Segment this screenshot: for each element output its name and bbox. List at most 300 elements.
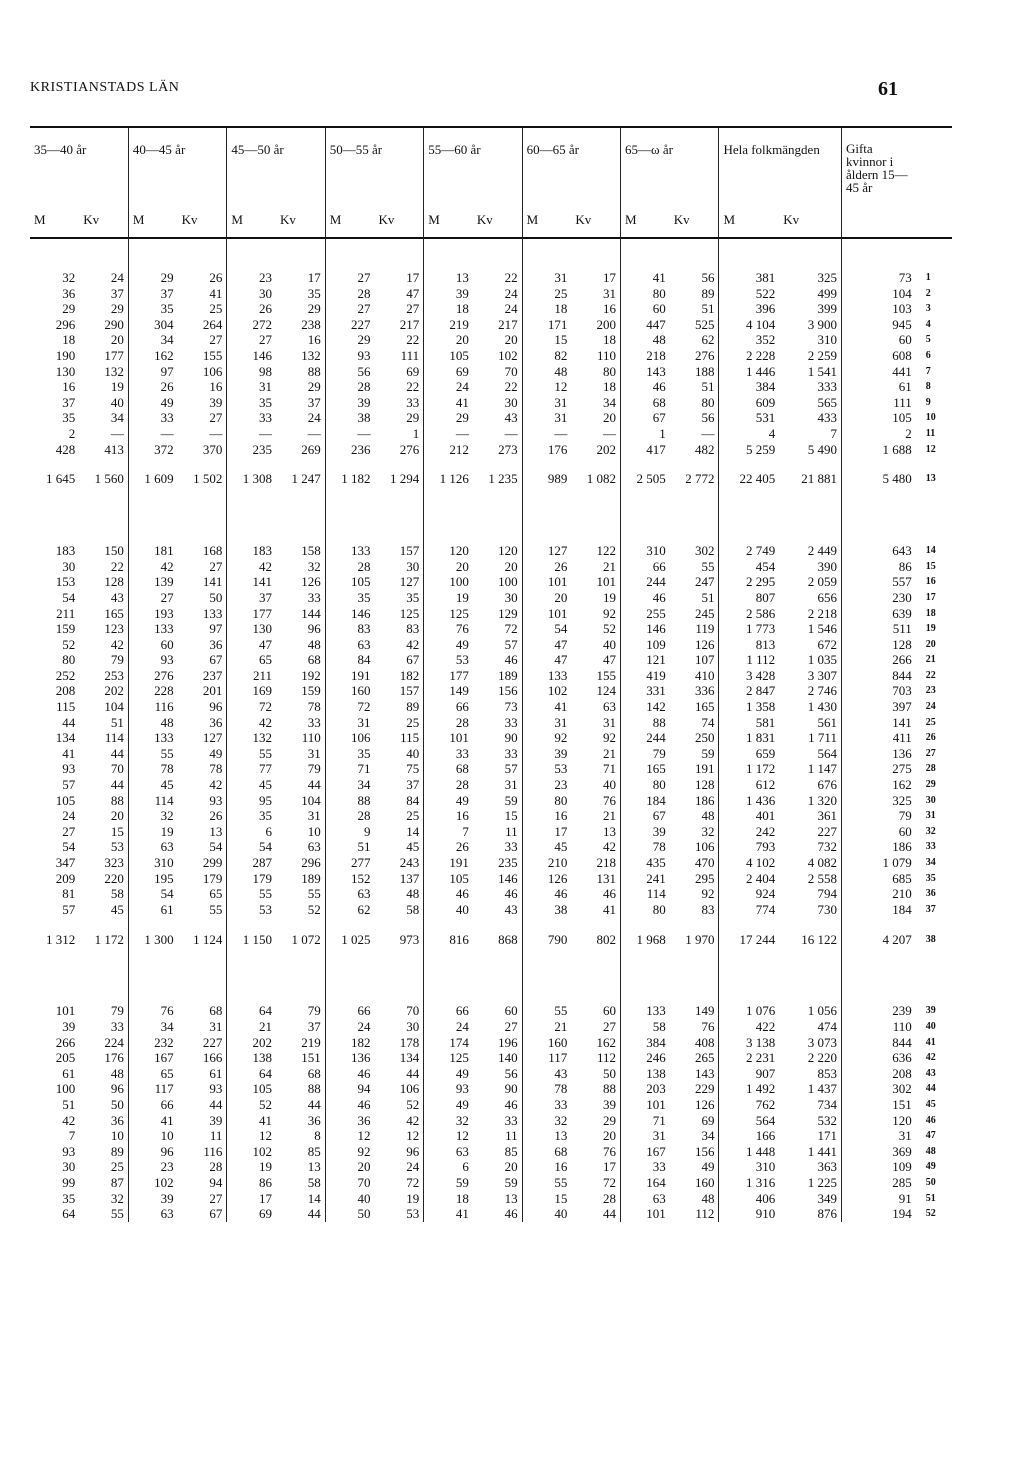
- table-cell: 29: [571, 1113, 620, 1129]
- table-cell: 79: [276, 1003, 325, 1019]
- table-cell: 370: [178, 442, 227, 458]
- table-row: [30, 332, 952, 348]
- table-cell: 93: [178, 1081, 227, 1097]
- table-cell: 89: [670, 286, 719, 302]
- table-cell: 30: [259, 285, 273, 301]
- table-cell: 160: [547, 1034, 568, 1050]
- table-cell: 10: [79, 1128, 128, 1144]
- table-cell: 66: [455, 699, 469, 715]
- table-cell: 84: [374, 793, 423, 809]
- table-cell: 20: [455, 558, 469, 574]
- table-cell: 1 235: [473, 457, 522, 491]
- table-cell: 63: [455, 1143, 469, 1159]
- table-cell: 27: [178, 332, 227, 348]
- table-cell: 68: [554, 1143, 568, 1159]
- table-cell: 186: [670, 793, 719, 809]
- table-cell: 347: [55, 855, 76, 870]
- table-row: [30, 699, 952, 715]
- table-cell: 33: [473, 715, 522, 731]
- table-cell: 39: [554, 745, 568, 761]
- table-cell: 68: [276, 1066, 325, 1082]
- table-row: [30, 1003, 952, 1019]
- table-cell: 363: [779, 1159, 841, 1175]
- table-cell: 26: [178, 270, 227, 286]
- table-cell: 41: [455, 394, 469, 410]
- table-cell: 33: [374, 395, 423, 411]
- table-cell: 417: [646, 441, 666, 457]
- table-row: [30, 559, 952, 575]
- table-cell: 80: [62, 652, 76, 668]
- table-cell: 730: [779, 902, 841, 918]
- table-cell: 80: [652, 777, 666, 793]
- table-cell: 41: [571, 902, 620, 918]
- table-cell: 3 138: [745, 1034, 776, 1050]
- table-cell: 21 881: [779, 457, 841, 491]
- table-cell: 96: [178, 699, 227, 715]
- table-cell: 55: [259, 745, 273, 761]
- table-cell: 34: [571, 395, 620, 411]
- table-cell: 26: [455, 839, 469, 855]
- table-cell: 65: [259, 652, 273, 668]
- table-cell: 52: [62, 636, 76, 652]
- table-cell: 23: [259, 270, 273, 285]
- table-cell: 45: [554, 839, 568, 855]
- table-cell: 4 104: [745, 316, 776, 332]
- table-cell: 55: [178, 902, 227, 918]
- table-cell: 807: [755, 589, 776, 605]
- table-cell: 46: [473, 652, 522, 668]
- table-cell: 41: [652, 270, 666, 285]
- table-cell: 116: [154, 699, 174, 715]
- table-cell: 138: [646, 1065, 666, 1081]
- table-cell: 246: [646, 1050, 666, 1066]
- table-cell: 29: [276, 379, 325, 395]
- table-cell: 33: [473, 746, 522, 762]
- table-cell: 42: [160, 558, 174, 574]
- table-cell: 18: [554, 301, 568, 317]
- table-cell: 164: [646, 1174, 666, 1190]
- table-cell: 32: [670, 824, 719, 840]
- table-cell: 31: [554, 714, 568, 730]
- table-cell: 208: [892, 1065, 912, 1081]
- table-cell: 70: [473, 364, 522, 380]
- table-cell: 13: [178, 824, 227, 840]
- table-cell: 165: [670, 699, 719, 715]
- table-cell: 228: [154, 683, 174, 699]
- table-cell: 211: [253, 667, 273, 683]
- table-cell: 39: [652, 823, 666, 839]
- table-cell: 28: [455, 714, 469, 730]
- row-number: 35: [925, 872, 936, 884]
- table-cell: 106: [670, 839, 719, 855]
- row-number: 34: [925, 857, 936, 868]
- table-cell: 50: [79, 1097, 128, 1113]
- table-cell: 60: [652, 301, 666, 317]
- table-cell: 55: [160, 745, 174, 761]
- table-cell: 133: [178, 606, 227, 622]
- table-cell: 112: [571, 1050, 620, 1066]
- table-cell: 104: [892, 285, 912, 301]
- table-cell: 26: [554, 558, 568, 574]
- table-row: [30, 270, 952, 286]
- table-cell: 1 308: [242, 471, 273, 487]
- table-cell: 255: [646, 605, 666, 621]
- table-row: [30, 379, 952, 395]
- table-cell: 184: [646, 792, 666, 808]
- table-cell: 94: [357, 1081, 371, 1097]
- table-cell: 53: [259, 901, 273, 917]
- table-cell: 235: [473, 855, 522, 871]
- table-cell: 20: [455, 332, 469, 348]
- sub-header-kv: Kv: [374, 192, 423, 270]
- table-cell: 115: [374, 730, 423, 746]
- table-cell: 156: [473, 683, 522, 699]
- row-number: 22: [925, 669, 936, 681]
- table-cell: 3 900: [779, 317, 841, 333]
- table-cell: 422: [755, 1018, 776, 1034]
- table-cell: 127: [178, 730, 227, 746]
- table-cell: 106: [374, 1081, 423, 1097]
- table-cell: 325: [892, 792, 912, 808]
- table-cell: 104: [276, 793, 325, 809]
- table-cell: 137: [374, 871, 423, 887]
- row-number: 16: [925, 576, 936, 588]
- table-cell: 92: [571, 730, 620, 746]
- table-cell: 237: [178, 668, 227, 684]
- table-cell: 11: [473, 824, 522, 840]
- row-number: 31: [925, 810, 936, 822]
- table-cell: 166: [755, 1128, 776, 1144]
- table-cell: 27: [160, 589, 174, 605]
- table-cell: 33: [79, 1019, 128, 1035]
- table-cell: 68: [652, 394, 666, 410]
- row-number: 8: [925, 381, 931, 393]
- table-cell: 1 645: [45, 471, 76, 487]
- column-group-header: 60—65 år: [522, 128, 620, 192]
- table-cell: 93: [62, 1143, 76, 1159]
- table-cell: 33: [473, 839, 522, 855]
- table-cell: 25: [374, 808, 423, 824]
- table-cell: 128: [892, 636, 912, 652]
- table-cell: 2: [68, 425, 76, 441]
- table-cell: 31: [178, 1019, 227, 1035]
- table-cell: 110: [892, 1018, 912, 1034]
- table-cell: 80: [652, 901, 666, 917]
- table-row: [30, 715, 952, 731]
- table-cell: 12: [357, 1128, 371, 1144]
- table-cell: 89: [79, 1144, 128, 1160]
- table-cell: 117: [154, 1081, 174, 1097]
- row-number: 37: [925, 903, 936, 915]
- row-number: 18: [925, 607, 936, 619]
- table-cell: 10: [276, 824, 325, 840]
- table-cell: 202: [79, 683, 128, 699]
- table-cell: 201: [178, 683, 227, 699]
- table-cell: 83: [374, 621, 423, 637]
- row-number: 21: [925, 654, 936, 666]
- row-number: 39: [925, 1005, 936, 1017]
- table-cell: 62: [357, 901, 371, 917]
- table-cell: 20: [571, 1128, 620, 1144]
- table-row: [30, 1113, 952, 1129]
- table-cell: 245: [670, 606, 719, 622]
- table-cell: 396: [755, 301, 776, 317]
- table-cell: 46: [473, 886, 522, 902]
- table-cell: 43: [473, 410, 522, 426]
- table-row: [30, 637, 952, 653]
- table-cell: 639: [892, 605, 912, 621]
- table-cell: 41: [455, 1206, 469, 1222]
- table-cell: 266: [55, 1034, 76, 1050]
- table-cell: 43: [554, 1065, 568, 1081]
- table-cell: 49: [160, 394, 174, 410]
- table-cell: 174: [449, 1034, 469, 1050]
- table-cell: 3 307: [779, 668, 841, 684]
- row-number: 41: [925, 1036, 936, 1048]
- table-cell: 72: [357, 699, 371, 715]
- table-cell: 59: [473, 1175, 522, 1191]
- table-cell: 703: [892, 683, 912, 699]
- table-cell: 100: [55, 1081, 76, 1097]
- table-cell: 128: [79, 574, 128, 590]
- table-cell: 58: [79, 886, 128, 902]
- table-cell: 191: [670, 761, 719, 777]
- table-cell: 813: [755, 636, 776, 652]
- table-cell: 273: [473, 442, 522, 458]
- table-cell: 146: [473, 871, 522, 887]
- table-cell: 76: [455, 621, 469, 637]
- row-number: 33: [925, 841, 936, 853]
- table-cell: 59: [670, 746, 719, 762]
- table-cell: 141: [252, 574, 273, 590]
- table-cell: 194: [892, 1206, 912, 1222]
- table-cell: 87: [79, 1175, 128, 1191]
- table-cell: 372: [154, 441, 174, 457]
- table-cell: 30: [374, 559, 423, 575]
- table-cell: 435: [646, 855, 666, 870]
- table-cell: 732: [779, 839, 841, 855]
- table-cell: 1 172: [745, 761, 776, 777]
- table-cell: 26: [160, 379, 174, 395]
- table-cell: 40: [357, 1190, 371, 1206]
- table-cell: 158: [276, 543, 325, 559]
- row-number: 15: [925, 560, 936, 572]
- table-cell: 181: [154, 543, 174, 559]
- table-cell: 1 172: [79, 917, 128, 951]
- table-cell: 131: [571, 871, 620, 887]
- table-cell: 21: [571, 808, 620, 824]
- table-cell: 1 056: [779, 1003, 841, 1019]
- table-cell: 33: [160, 410, 174, 426]
- table-cell: 13: [473, 1191, 522, 1207]
- table-cell: 522: [755, 285, 776, 301]
- table-cell: 844: [892, 1034, 912, 1050]
- column-group-header: Gifta kvinnor i åldern 15—45 år: [845, 141, 908, 195]
- table-cell: 67: [652, 808, 666, 824]
- column-group-header: Hela folkmängden: [719, 128, 842, 192]
- table-cell: 17: [276, 270, 325, 286]
- table-cell: 200: [571, 317, 620, 333]
- table-cell: 16: [455, 808, 469, 824]
- table-cell: 35: [357, 589, 371, 605]
- table-cell: 157: [374, 543, 423, 559]
- table-cell: 296: [276, 855, 325, 871]
- row-number: 20: [925, 638, 936, 650]
- table-cell: 56: [670, 410, 719, 426]
- table-row: [30, 824, 952, 840]
- table-cell: 235: [252, 441, 273, 457]
- table-cell: 72: [374, 1175, 423, 1191]
- table-cell: 88: [571, 1081, 620, 1097]
- table-cell: 47: [554, 652, 568, 668]
- table-cell: 1 124: [178, 917, 227, 951]
- table-cell: 29: [79, 301, 128, 317]
- table-cell: 323: [79, 855, 128, 871]
- table-cell: 55: [554, 1003, 568, 1019]
- table-cell: 27: [178, 1191, 227, 1207]
- table-cell: 35: [259, 394, 273, 410]
- running-title: KRISTIANSTADS LÄN: [30, 80, 180, 95]
- table-cell: 182: [374, 668, 423, 684]
- table-cell: 247: [670, 574, 719, 590]
- table-cell: 61: [62, 1065, 76, 1081]
- table-cell: 7: [68, 1128, 76, 1144]
- table-cell: 37: [259, 589, 273, 605]
- table-cell: 88: [276, 364, 325, 380]
- table-cell: 101: [547, 605, 568, 621]
- table-cell: 73: [898, 270, 912, 285]
- column-group-header: 65—ω år: [621, 128, 719, 192]
- table-cell: 120: [473, 543, 522, 559]
- table-cell: 876: [779, 1206, 841, 1222]
- table-cell: 408: [670, 1035, 719, 1051]
- sub-header-kv: Kv: [571, 192, 620, 270]
- row-number: 9: [925, 396, 931, 408]
- row-number: 6: [925, 349, 931, 361]
- table-row: [30, 839, 952, 855]
- row-number: 42: [925, 1052, 936, 1064]
- sub-header-kv: Kv: [79, 192, 128, 270]
- table-cell: 78: [160, 761, 174, 777]
- table-cell: 244: [646, 730, 666, 746]
- table-cell: 66: [455, 1003, 469, 1019]
- table-cell: 218: [646, 347, 666, 363]
- table-cell: 183: [252, 543, 273, 559]
- table-cell: 33: [554, 1096, 568, 1112]
- table-cell: 44: [178, 1097, 227, 1113]
- table-cell: 102: [154, 1174, 174, 1190]
- table-cell: 1 446: [745, 363, 776, 379]
- table-cell: 51: [670, 590, 719, 606]
- table-row: [30, 917, 952, 951]
- table-cell: 66: [160, 1096, 174, 1112]
- sub-header-m: M: [329, 212, 342, 227]
- table-cell: 63: [571, 699, 620, 715]
- table-cell: 192: [276, 668, 325, 684]
- table-cell: 499: [779, 286, 841, 302]
- table-cell: 39: [62, 1018, 76, 1034]
- sub-header-kv: Kv: [779, 192, 841, 270]
- table-cell: 565: [779, 395, 841, 411]
- table-cell: 39: [455, 285, 469, 301]
- table-cell: 31: [554, 410, 568, 426]
- table-cell: 31: [898, 1128, 912, 1144]
- table-cell: 53: [79, 839, 128, 855]
- table-cell: 229: [670, 1081, 719, 1097]
- table-cell: 31: [554, 394, 568, 410]
- table-cell: 34: [79, 410, 128, 426]
- table-cell: 1 320: [779, 793, 841, 809]
- table-cell: 4 207: [882, 931, 912, 947]
- table-row: [30, 902, 952, 918]
- table-cell: 406: [755, 1190, 776, 1206]
- table-cell: 57: [473, 637, 522, 653]
- table-cell: 159: [276, 683, 325, 699]
- table-cell: 24: [473, 301, 522, 317]
- sub-header-m: M: [132, 212, 145, 227]
- table-cell: 1 035: [779, 652, 841, 668]
- table-cell: 133: [646, 1003, 666, 1019]
- table-row: [30, 1128, 952, 1144]
- table-cell: 162: [154, 347, 174, 363]
- table-cell: 178: [374, 1035, 423, 1051]
- table-cell: 27: [473, 1019, 522, 1035]
- table-cell: 18: [571, 379, 620, 395]
- table-cell: 151: [892, 1096, 912, 1112]
- table-cell: 63: [160, 839, 174, 855]
- table-cell: 2 449: [779, 543, 841, 559]
- table-cell: 50: [357, 1206, 371, 1222]
- table-cell: 15: [554, 1190, 568, 1206]
- table-cell: 18: [571, 332, 620, 348]
- table-cell: 399: [779, 301, 841, 317]
- table-cell: 184: [892, 901, 912, 917]
- table-cell: 115: [56, 699, 76, 715]
- table-cell: 30: [62, 558, 76, 574]
- table-cell: 48: [374, 886, 423, 902]
- table-cell: 1 300: [144, 931, 174, 947]
- table-row: [30, 543, 952, 559]
- table-cell: 19: [160, 823, 174, 839]
- table-cell: 907: [755, 1065, 776, 1081]
- table-cell: 76: [571, 1144, 620, 1160]
- table-cell: 96: [160, 1143, 174, 1159]
- table-cell: 1 076: [745, 1003, 776, 1019]
- table-cell: 37: [374, 777, 423, 793]
- table-cell: 36: [276, 1113, 325, 1129]
- table-cell: 149: [670, 1003, 719, 1019]
- table-cell: 202: [571, 442, 620, 458]
- table-cell: 49: [455, 792, 469, 808]
- table-cell: 1 316: [745, 1174, 776, 1190]
- table-cell: 117: [548, 1050, 568, 1066]
- row-number: 2: [925, 287, 931, 299]
- table-cell: 42: [62, 1112, 76, 1128]
- table-cell: 30: [62, 1159, 76, 1175]
- table-cell: 179: [252, 870, 273, 886]
- table-cell: 136: [892, 745, 912, 761]
- sub-header-m: M: [723, 212, 735, 227]
- table-cell: 38: [357, 410, 371, 426]
- table-cell: 68: [178, 1003, 227, 1019]
- table-cell: 41: [160, 1112, 174, 1128]
- table-cell: 41: [259, 1112, 273, 1128]
- table-cell: 48: [652, 332, 666, 348]
- table-cell: 33: [455, 745, 469, 761]
- table-cell: —: [670, 426, 719, 442]
- table-cell: 52: [374, 1097, 423, 1113]
- table-cell: 17: [374, 270, 423, 286]
